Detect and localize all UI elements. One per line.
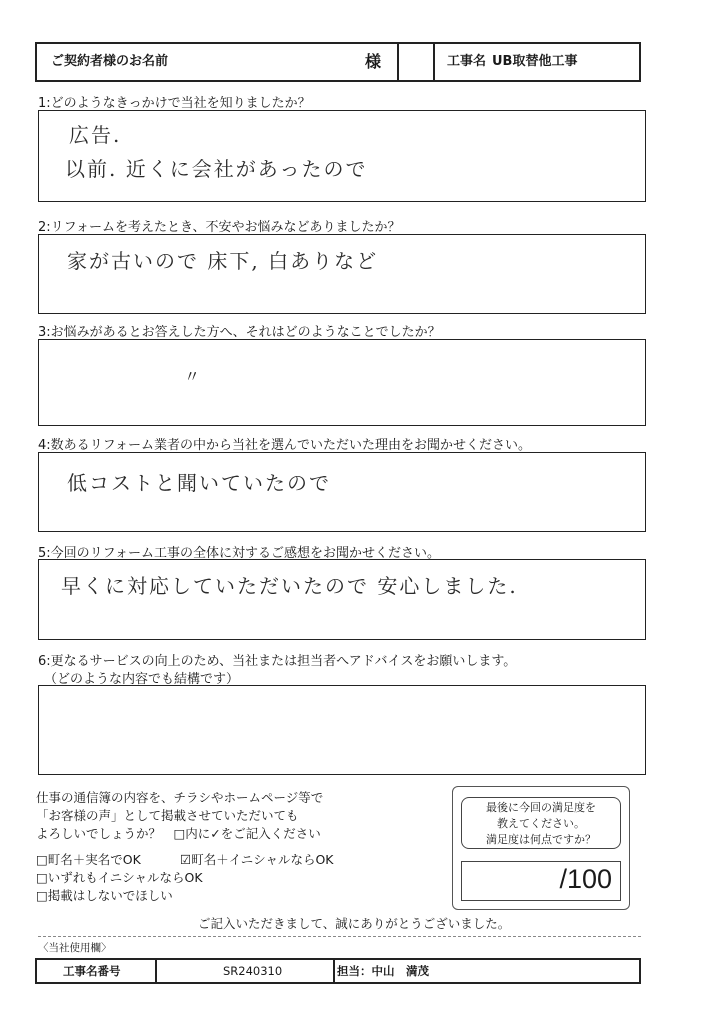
thanks-message: ご記入いただきまして、誠にありがとうございました。: [198, 916, 511, 931]
answer-box-6: [38, 685, 646, 775]
question-1: 1:どのようなきっかけで当社を知りましたか？: [38, 96, 311, 111]
header-box: [35, 42, 641, 82]
answer-4-line-1: 低コストと聞いていたので: [67, 471, 331, 495]
question-2: 2:リフォームを考えたとき、不安やお悩みなどありましたか？: [38, 220, 401, 235]
header-divider: [397, 44, 399, 80]
publish-line-2: 「お客様の声」として掲載させていただいても: [36, 808, 299, 823]
divider: [38, 936, 641, 937]
satisfaction-prompt: [461, 797, 621, 849]
question-6-sub: （どのような内容でも結構です）: [44, 672, 240, 687]
table-divider: [155, 960, 157, 982]
answer-box-2: [38, 234, 646, 314]
answer-box-5: [38, 559, 646, 640]
question-3: 3:お悩みがあるとお答えした方へ、それはどのようなことでしたか？: [38, 325, 441, 340]
table-divider: [333, 960, 335, 982]
answer-box-1: [38, 110, 646, 202]
office-use-label: 〈当社使用欄〉: [38, 942, 112, 954]
work-name-value: UB取替他工事: [492, 54, 578, 69]
question-5: 5:今回のリフォーム工事の全体に対するご感想をお聞かせください。: [38, 546, 441, 561]
satisfaction-score-field[interactable]: [461, 861, 621, 901]
publish-option-3[interactable]: □いずれもイニシャルならOK: [36, 870, 203, 885]
satisfaction-line-1: 最後に今回の満足度を: [486, 801, 596, 814]
work-number-label: 工事名番号: [63, 964, 121, 978]
publish-option-2[interactable]: ☑町名＋イニシャルならOK: [180, 852, 334, 867]
customer-name-label: ご契約者様のお名前: [51, 54, 169, 69]
publish-option-1[interactable]: □町名＋実名でOK: [36, 852, 141, 867]
work-number-value: SR240310: [223, 964, 283, 978]
publish-option-4[interactable]: □掲載はしないでほしい: [36, 888, 173, 903]
answer-3-line-1: 〃: [184, 367, 203, 386]
publish-line-1: 仕事の通信簿の内容を、チラシやホームページ等で: [36, 790, 324, 805]
satisfaction-line-2: 教えてください。: [497, 817, 585, 830]
answer-box-4: [38, 452, 646, 532]
answer-1-line-1: 広告.: [69, 123, 122, 147]
work-name-label: 工事名: [447, 54, 487, 69]
sama-label: 様: [365, 52, 382, 71]
office-use-table: [35, 958, 641, 984]
staff-label: 担当：中山 満茂: [337, 964, 429, 978]
satisfaction-score: /100: [559, 864, 612, 894]
question-4: 4:数あるリフォーム業者の中から当社を選んでいただいた理由をお聞かせください。: [38, 438, 532, 453]
publish-line-3: よろしいでしょうか？ □内に✓をご記入ください: [36, 826, 321, 841]
header-divider: [433, 44, 435, 80]
answer-2-line-1: 家が古いので 床下, 白ありなど: [67, 249, 379, 273]
question-6: 6:更なるサービスの向上のため、当社または担当者へアドバイスをお願いします。: [38, 654, 517, 669]
satisfaction-box: [452, 786, 630, 910]
answer-box-3: [38, 339, 646, 426]
answer-5-line-1: 早くに対応していただいたので 安心しました.: [61, 574, 518, 598]
answer-1-line-2: 以前. 近くに会社があったので: [65, 157, 368, 181]
satisfaction-line-3: 満足度は何点ですか？: [486, 833, 596, 846]
